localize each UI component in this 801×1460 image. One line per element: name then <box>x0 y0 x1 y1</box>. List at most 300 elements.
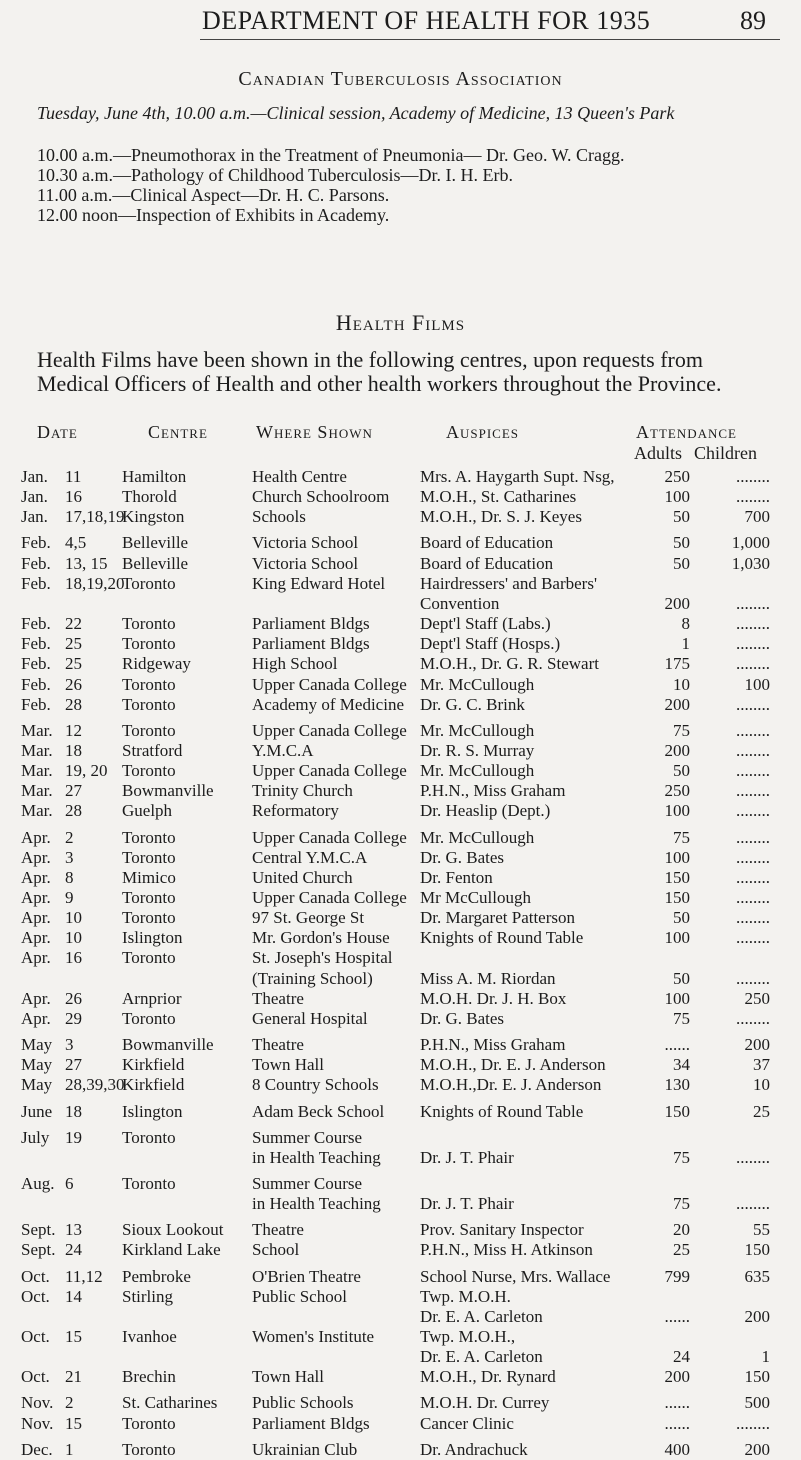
cell-month: Apr. <box>21 888 51 907</box>
cell-day: 21 <box>65 1367 82 1387</box>
cell-adults: 175 <box>664 654 690 674</box>
cell-day: 24 <box>65 1240 82 1260</box>
table-row <box>0 741 801 761</box>
table-row <box>0 1287 801 1307</box>
cell-adults: 50 <box>673 507 690 527</box>
cell-children: ........ <box>736 593 770 613</box>
cell-adults: 130 <box>664 1075 690 1095</box>
cell-month: Jan. <box>21 507 48 527</box>
cell-adults: 100 <box>664 988 690 1008</box>
cell-day: 25 <box>65 634 82 654</box>
cell-month: Sept. <box>21 1220 56 1240</box>
cell-centre: Kirkfield <box>122 1055 185 1075</box>
table-row <box>0 888 801 908</box>
cell-where: General Hospital <box>252 1008 368 1028</box>
cell-children: ........ <box>736 847 770 867</box>
cell-month: Sept. <box>21 1240 56 1260</box>
agenda-item: 11.00 a.m.—Clinical Aspect—Dr. H. C. Parsons. <box>37 185 390 205</box>
running-title: DEPARTMENT OF HEALTH FOR 1935 <box>202 6 651 35</box>
cell-adults: 400 <box>664 1439 690 1459</box>
cell-month: Jan. <box>21 467 48 486</box>
table-row <box>0 1347 801 1367</box>
cell-centre: Toronto <box>122 573 176 593</box>
cell-month: Feb. <box>21 674 51 694</box>
cell-month: Dec. <box>21 1439 53 1459</box>
cell-children: ........ <box>736 781 770 801</box>
cell-month: Feb. <box>21 654 51 674</box>
table-row <box>0 1102 801 1122</box>
table-row <box>0 675 801 695</box>
cell-auspices: M.O.H.,Dr. E. J. Anderson <box>420 1075 602 1095</box>
cell-centre: Hamilton <box>122 467 187 486</box>
cell-where: High School <box>252 654 338 674</box>
cell-auspices: Mr. McCullough <box>420 720 535 740</box>
cell-month: July <box>21 1127 50 1147</box>
table-row <box>0 654 801 674</box>
cell-centre: Guelph <box>122 801 173 821</box>
table-row <box>0 761 801 781</box>
cell-day: 28,39,30 <box>65 1075 125 1095</box>
cell-children: 55 <box>753 1220 770 1240</box>
table-row <box>0 507 801 527</box>
cell-where: Summer Course <box>252 1173 363 1193</box>
cell-centre: Sioux Lookout <box>122 1220 224 1240</box>
cell-day: 16 <box>65 487 82 507</box>
cell-where: Adam Beck School <box>252 1101 385 1121</box>
cell-adults: ...... <box>664 1306 690 1326</box>
cell-day: 1 <box>65 1439 74 1459</box>
cell-day: 6 <box>65 1173 74 1193</box>
cell-where: Reformatory <box>252 801 339 821</box>
cell-where: 8 Country Schools <box>252 1075 379 1095</box>
cell-day: 13 <box>65 1220 82 1240</box>
cell-month: May <box>21 1075 53 1095</box>
cell-centre: Arnprior <box>122 988 182 1008</box>
cell-where: Victoria School <box>252 553 359 573</box>
cell-month: Feb. <box>21 533 51 553</box>
cell-centre: Toronto <box>122 694 176 714</box>
cell-where: Women's Institute <box>252 1327 375 1346</box>
cell-children: 500 <box>744 1393 770 1413</box>
cell-children: ........ <box>736 634 770 654</box>
table-row <box>0 1220 801 1240</box>
cell-children: ........ <box>736 1008 770 1028</box>
cell-auspices: Dr. E. A. Carleton <box>420 1347 543 1367</box>
table-row <box>0 574 801 594</box>
cell-adults: 100 <box>664 847 690 867</box>
cell-centre: Thorold <box>122 487 177 507</box>
cell-where: School <box>252 1240 300 1260</box>
table-row <box>0 554 801 574</box>
cell-day: 11 <box>65 467 82 486</box>
cell-children: 25 <box>753 1101 770 1121</box>
cell-children: ........ <box>736 827 770 847</box>
cell-children: ........ <box>736 968 770 988</box>
cell-children: 1 <box>761 1347 770 1367</box>
header-date: Date <box>37 422 78 442</box>
cell-day: 12 <box>65 720 82 740</box>
cell-day: 3 <box>65 847 74 867</box>
cell-month: Apr. <box>21 948 51 968</box>
cell-auspices: M.O.H., Dr. S. J. Keyes <box>420 507 582 527</box>
cell-month: Mar. <box>21 761 53 781</box>
cell-month: Mar. <box>21 801 53 821</box>
cell-where: Mr. Gordon's House <box>252 928 390 948</box>
table-row <box>0 848 801 868</box>
cell-children: 635 <box>744 1266 770 1286</box>
cell-auspices: M.O.H., Dr. Rynard <box>420 1367 556 1387</box>
cell-auspices: Mr. McCullough <box>420 761 535 781</box>
table-row <box>0 1240 801 1260</box>
cell-adults: 75 <box>673 720 690 740</box>
agenda-item: 10.30 a.m.—Pathology of Childhood Tuberculosis—Dr. I. H. Erb. <box>37 165 513 185</box>
cell-where: St. Joseph's Hospital <box>252 948 393 968</box>
cell-day: 28 <box>65 694 82 714</box>
cell-adults: 100 <box>664 801 690 821</box>
cell-day: 16 <box>65 948 82 968</box>
cell-where: Upper Canada College <box>252 720 407 740</box>
cell-auspices: Board of Education <box>420 533 554 553</box>
cell-where: in Health Teaching <box>252 1194 381 1214</box>
cell-day: 18,19,20 <box>65 573 125 593</box>
header-rule <box>200 39 780 40</box>
cell-children: ........ <box>736 614 770 634</box>
cell-children: 1,030 <box>731 553 770 573</box>
cell-auspices: P.H.N., Miss H. Atkinson <box>420 1240 593 1260</box>
cell-children: 37 <box>753 1055 770 1075</box>
cell-adults: 200 <box>664 593 690 613</box>
cell-adults: 34 <box>673 1055 690 1075</box>
cell-adults: 20 <box>673 1220 690 1240</box>
cell-adults: 150 <box>664 1101 690 1121</box>
cell-day: 4,5 <box>65 533 87 553</box>
cell-centre: Kingston <box>122 507 185 527</box>
cell-month: Feb. <box>21 634 51 654</box>
cell-children: ........ <box>736 741 770 760</box>
cell-month: Feb. <box>21 694 51 714</box>
cell-where: in Health Teaching <box>252 1147 381 1167</box>
cell-auspices: Board of Education <box>420 553 554 573</box>
cell-auspices: Knights of Round Table <box>420 928 584 948</box>
cell-month: June <box>21 1101 53 1121</box>
table-row <box>0 969 801 989</box>
cell-adults: 150 <box>664 888 690 907</box>
cell-auspices: Mr. McCullough <box>420 674 535 694</box>
cell-centre: Toronto <box>122 634 176 654</box>
table-row <box>0 781 801 801</box>
cell-day: 3 <box>65 1035 74 1054</box>
table-row <box>0 1075 801 1095</box>
cell-adults: 24 <box>673 1347 690 1367</box>
cell-centre: Toronto <box>122 761 176 781</box>
cell-adults: ...... <box>664 1413 690 1433</box>
table-row <box>0 1393 801 1413</box>
cell-day: 17,18,19 <box>65 507 125 527</box>
cell-auspices: Prov. Sanitary Inspector <box>420 1220 584 1240</box>
cell-adults: 75 <box>673 1008 690 1028</box>
cell-where: Parliament Bldgs <box>252 1413 370 1433</box>
cell-auspices: Miss A. M. Riordan <box>420 968 556 988</box>
cell-day: 18 <box>65 741 82 760</box>
agenda-item: 12.00 noon—Inspection of Exhibits in Academy. <box>37 205 390 225</box>
cell-where: Public Schools <box>252 1393 354 1413</box>
cell-day: 15 <box>65 1327 82 1346</box>
cell-where: Church Schoolroom <box>252 487 390 507</box>
table-row <box>0 801 801 821</box>
cell-auspices: Dept'l Staff (Labs.) <box>420 614 551 634</box>
cell-centre: Bowmanville <box>122 1035 214 1054</box>
agenda-list <box>37 145 624 225</box>
table-row <box>0 1128 801 1148</box>
cell-adults: 250 <box>664 467 690 486</box>
cell-month: Oct. <box>21 1367 50 1387</box>
cell-auspices: Dept'l Staff (Hosps.) <box>420 634 561 654</box>
cell-day: 8 <box>65 867 74 887</box>
cell-where: Victoria School <box>252 533 359 553</box>
cell-adults: ...... <box>664 1035 690 1054</box>
cell-auspices: Mr McCullough <box>420 888 531 907</box>
cell-children: ........ <box>736 487 770 507</box>
page-number: 89 <box>740 6 766 35</box>
cell-where: Summer Course <box>252 1127 363 1147</box>
cell-day: 15 <box>65 1413 82 1433</box>
cell-children: 10 <box>753 1075 770 1095</box>
cell-day: 2 <box>65 1393 74 1413</box>
cell-children: 250 <box>744 988 770 1008</box>
cell-where: Town Hall <box>252 1055 324 1075</box>
cell-where: Trinity Church <box>252 781 353 801</box>
table-row <box>0 1194 801 1214</box>
table-row <box>0 1035 801 1055</box>
cell-centre: Toronto <box>122 827 176 847</box>
cell-day: 10 <box>65 928 82 948</box>
cell-auspices: Twp. M.O.H. <box>420 1286 511 1306</box>
cell-day: 13, 15 <box>65 553 108 573</box>
cell-centre: Islington <box>122 1101 183 1121</box>
cell-centre: Belleville <box>122 533 189 553</box>
cell-centre: Kirkland Lake <box>122 1240 221 1260</box>
cell-centre: Stratford <box>122 741 183 760</box>
cell-adults: 1 <box>681 634 690 654</box>
cell-auspices: Dr. Margaret Patterson <box>420 908 576 928</box>
cell-day: 19, 20 <box>65 761 108 781</box>
table-row <box>0 908 801 928</box>
cell-adults: 8 <box>681 614 690 634</box>
cell-children: ........ <box>736 908 770 928</box>
cell-month: May <box>21 1035 53 1054</box>
cell-auspices: Dr. G. C. Brink <box>420 694 525 714</box>
cell-centre: Bowmanville <box>122 781 214 801</box>
cell-where: Town Hall <box>252 1367 324 1387</box>
cell-where: Central Y.M.C.A <box>252 847 368 867</box>
table-row <box>0 1440 801 1460</box>
cell-auspices: M.O.H., St. Catharines <box>420 487 577 507</box>
table-row <box>0 614 801 634</box>
cell-where: Public School <box>252 1286 347 1306</box>
cell-month: Apr. <box>21 827 51 847</box>
cell-adults: ...... <box>664 1393 690 1413</box>
cell-children: ........ <box>736 761 770 781</box>
cell-auspices: Dr. R. S. Murray <box>420 741 535 760</box>
cell-auspices: Mrs. A. Haygarth Supt. Nsg, <box>420 467 615 486</box>
cell-month: Mar. <box>21 781 53 801</box>
table-row <box>0 594 801 614</box>
cell-adults: 100 <box>664 487 690 507</box>
cell-auspices: M.O.H. Dr. Currey <box>420 1393 550 1413</box>
table-row <box>0 1367 801 1387</box>
table-row <box>0 487 801 507</box>
cell-month: Mar. <box>21 741 53 760</box>
cell-children: ........ <box>736 694 770 714</box>
cell-centre: Toronto <box>122 1127 176 1147</box>
table-row <box>0 1414 801 1434</box>
table-row <box>0 1009 801 1029</box>
cell-day: 14 <box>65 1286 82 1306</box>
cell-auspices: M.O.H., Dr. G. R. Stewart <box>420 654 599 674</box>
cell-month: Apr. <box>21 847 51 867</box>
cell-where: Parliament Bldgs <box>252 634 370 654</box>
cell-children: 200 <box>744 1306 770 1326</box>
cell-centre: Pembroke <box>122 1266 191 1286</box>
cell-auspices: Dr. E. A. Carleton <box>420 1306 543 1326</box>
table-row <box>0 868 801 888</box>
table-row <box>0 1327 801 1347</box>
cell-adults: 150 <box>664 867 690 887</box>
cell-day: 19 <box>65 1127 82 1147</box>
cell-auspices: Knights of Round Table <box>420 1101 584 1121</box>
cell-centre: Belleville <box>122 553 189 573</box>
cell-auspices: Dr. J. T. Phair <box>420 1147 514 1167</box>
cell-centre: Toronto <box>122 1008 176 1028</box>
cell-month: Nov. <box>21 1413 54 1433</box>
cell-adults: 75 <box>673 827 690 847</box>
cell-adults: 200 <box>664 1367 690 1387</box>
cell-day: 29 <box>65 1008 82 1028</box>
cell-auspices: Dr. G. Bates <box>420 1008 505 1028</box>
cell-auspices: Hairdressers' and Barbers' <box>420 573 598 593</box>
cell-children: 200 <box>744 1439 770 1459</box>
cell-children: 150 <box>744 1367 770 1387</box>
cell-centre: Ivanhoe <box>122 1327 177 1346</box>
cell-where: Upper Canada College <box>252 761 407 781</box>
cell-adults: 250 <box>664 781 690 801</box>
cell-children: ........ <box>736 1413 770 1433</box>
table-row <box>0 928 801 948</box>
header-auspices: Auspices <box>446 422 520 442</box>
cell-auspices: Mr. McCullough <box>420 827 535 847</box>
cell-where: Schools <box>252 507 306 527</box>
cell-adults: 50 <box>673 968 690 988</box>
cell-where: Academy of Medicine <box>252 694 404 714</box>
cell-month: Apr. <box>21 988 51 1008</box>
header-children: Children <box>694 443 757 463</box>
cell-day: 18 <box>65 1101 82 1121</box>
cell-auspices: Dr. G. Bates <box>420 847 505 867</box>
cell-auspices: Twp. M.O.H., <box>420 1327 516 1346</box>
cell-month: Oct. <box>21 1327 50 1346</box>
cell-auspices: P.H.N., Miss Graham <box>420 781 566 801</box>
cell-centre: Toronto <box>122 1413 176 1433</box>
cell-day: 25 <box>65 654 82 674</box>
header-where: Where Shown <box>256 422 373 442</box>
cell-centre: Mimico <box>122 867 176 887</box>
cell-adults: 799 <box>664 1266 690 1286</box>
cell-where: Upper Canada College <box>252 888 407 907</box>
cell-centre: Toronto <box>122 614 176 634</box>
cell-month: Feb. <box>21 573 51 593</box>
cell-centre: Toronto <box>122 888 176 907</box>
table-row <box>0 1307 801 1327</box>
cell-where: O'Brien Theatre <box>252 1266 361 1286</box>
agenda-item: 10.00 a.m.—Pneumothorax in the Treatment of Pneumonia— Dr. Geo. W. Cragg. <box>37 145 625 165</box>
cell-centre: Toronto <box>122 674 176 694</box>
cell-children: ........ <box>736 888 770 907</box>
cell-month: Oct. <box>21 1286 50 1306</box>
cell-where: Upper Canada College <box>252 674 407 694</box>
cell-children: ........ <box>736 801 770 821</box>
cell-where: Parliament Bldgs <box>252 614 370 634</box>
cell-children: ........ <box>736 654 770 674</box>
cell-day: 27 <box>65 781 82 801</box>
cell-adults: 25 <box>673 1240 690 1260</box>
association-title: Canadian Tuberculosis Association <box>238 68 563 90</box>
cell-where: Upper Canada College <box>252 827 407 847</box>
cell-auspices: Cancer Clinic <box>420 1413 514 1433</box>
table-row <box>0 721 801 741</box>
cell-centre: Toronto <box>122 948 176 968</box>
cell-centre: Stirling <box>122 1286 174 1306</box>
running-header <box>0 0 801 40</box>
cell-children: 700 <box>744 507 770 527</box>
cell-month: Nov. <box>21 1393 54 1413</box>
cell-children: 150 <box>744 1240 770 1260</box>
cell-month: May <box>21 1055 53 1075</box>
cell-children: ........ <box>736 1147 770 1167</box>
cell-month: Jan. <box>21 487 48 507</box>
cell-children: ........ <box>736 928 770 948</box>
cell-centre: Kirkfield <box>122 1075 185 1095</box>
cell-children: ........ <box>736 1194 770 1214</box>
cell-auspices: School Nurse, Mrs. Wallace <box>420 1266 611 1286</box>
cell-adults: 200 <box>664 741 690 760</box>
cell-where: United Church <box>252 867 353 887</box>
cell-where: Theatre <box>252 1035 304 1054</box>
cell-adults: 50 <box>673 553 690 573</box>
table-row <box>0 1174 801 1194</box>
cell-month: Feb. <box>21 614 51 634</box>
cell-children: ........ <box>736 467 770 486</box>
cell-children: 100 <box>744 674 770 694</box>
cell-where: Ukrainian Club <box>252 1439 358 1459</box>
cell-adults: 50 <box>673 533 690 553</box>
cell-auspices: M.O.H. Dr. J. H. Box <box>420 988 567 1008</box>
cell-day: 27 <box>65 1055 82 1075</box>
cell-where: 97 St. George St <box>252 908 365 928</box>
cell-auspices: P.H.N., Miss Graham <box>420 1035 566 1054</box>
cell-day: 22 <box>65 614 82 634</box>
table-row <box>0 533 801 553</box>
cell-children: ........ <box>736 720 770 740</box>
cell-where: Health Centre <box>252 467 347 486</box>
cell-where: (Training School) <box>252 968 373 988</box>
films-title: Health Films <box>335 310 466 335</box>
table-row <box>0 1148 801 1168</box>
cell-day: 26 <box>65 674 82 694</box>
session-line: Tuesday, June 4th, 10.00 a.m.—Clinical session, Academy of Medicine, 13 Queen's Park <box>37 103 675 123</box>
cell-centre: Toronto <box>122 1439 176 1459</box>
cell-where: Theatre <box>252 988 304 1008</box>
table-row <box>0 1267 801 1287</box>
